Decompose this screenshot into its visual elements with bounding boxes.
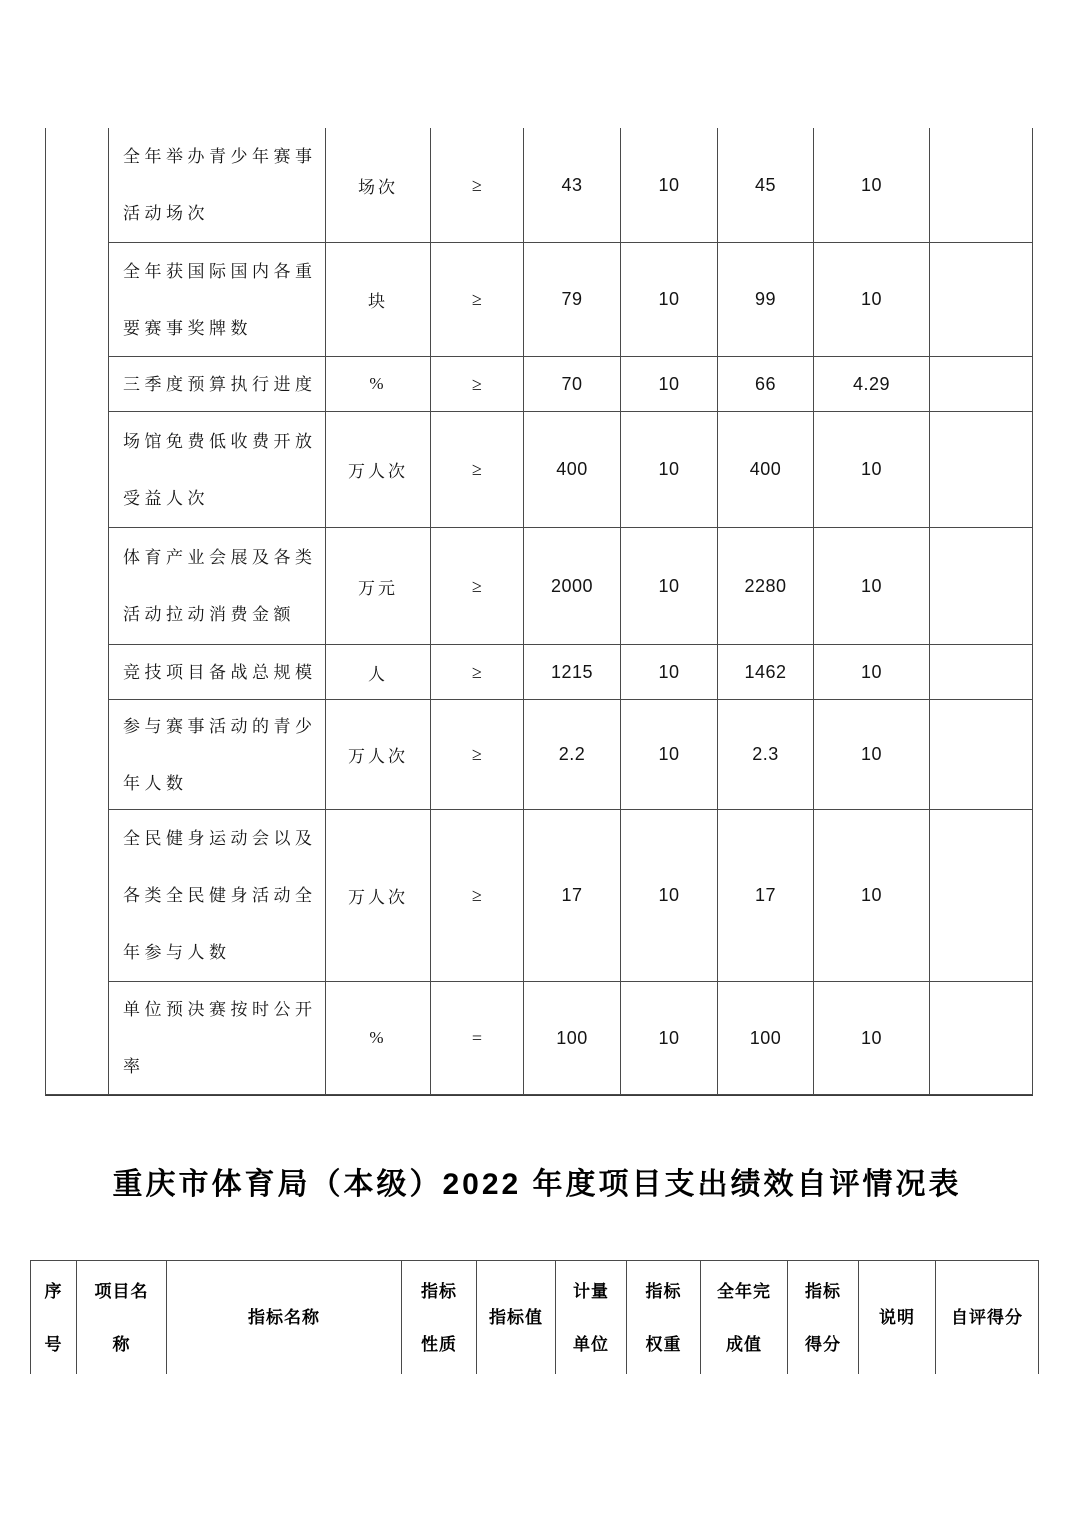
nature-cell: ≥ (431, 645, 524, 700)
score-cell: 4.29 (814, 357, 930, 412)
note-cell (930, 700, 1033, 810)
completion-value-cell: 45 (718, 128, 814, 243)
indicator-name-line: 体育产业会展及各类 (123, 548, 317, 567)
header-line: 序 (44, 1281, 63, 1301)
completion-value-cell: 99 (718, 243, 814, 357)
header-line: 成值 (726, 1334, 762, 1354)
indicator-name-line: 活动场次 (123, 204, 209, 223)
completion-value-cell: 2.3 (718, 700, 814, 810)
completion-value-cell: 66 (718, 357, 814, 412)
indicator-name-line: 单位预决赛按时公开 (123, 1000, 317, 1019)
note-cell (930, 645, 1033, 700)
score-cell: 10 (814, 128, 930, 243)
nature-cell: = (431, 982, 524, 1095)
indicator-name-line: 竞技项目备战总规模 (123, 662, 317, 682)
score-cell: 10 (814, 528, 930, 645)
header-cell-measure-unit (556, 1261, 627, 1374)
target-value-cell: 17 (524, 810, 621, 982)
weight-cell: 10 (621, 528, 718, 645)
completion-value-cell: 17 (718, 810, 814, 982)
indicator-name-line: 率 (123, 1057, 145, 1076)
indicator-name-cell (109, 243, 326, 357)
target-value-cell: 400 (524, 412, 621, 528)
table-left-spacer-cell (46, 128, 109, 1095)
nature-cell: ≥ (431, 243, 524, 357)
header-line: 全年完 (717, 1281, 771, 1301)
header-line: 自评得分 (951, 1308, 1023, 1327)
header-line: 指标 (805, 1281, 841, 1301)
score-cell: 10 (814, 982, 930, 1095)
unit-cell: 人 (326, 645, 431, 700)
indicator-name-cell (109, 645, 326, 700)
target-value-cell: 70 (524, 357, 621, 412)
indicator-name-line: 受益人次 (123, 488, 209, 508)
score-cell: 10 (814, 645, 930, 700)
indicator-name-line: 全民健身运动会以及 (123, 829, 317, 848)
indicator-name-cell (109, 982, 326, 1095)
unit-cell: 场次 (326, 128, 431, 243)
unit-cell: 万人次 (326, 412, 431, 528)
target-value-cell: 79 (524, 243, 621, 357)
indicator-name-line: 各类全民健身活动全 (123, 886, 317, 905)
weight-cell: 10 (621, 700, 718, 810)
target-value-cell: 43 (524, 128, 621, 243)
score-cell: 10 (814, 810, 930, 982)
completion-value-cell: 100 (718, 982, 814, 1095)
header-line: 权重 (645, 1334, 682, 1354)
unit-cell: 块 (326, 243, 431, 357)
header-cell-indicator-weight (627, 1261, 701, 1374)
completion-value-cell: 2280 (718, 528, 814, 645)
header-cell-indicator-nature (402, 1261, 477, 1374)
indicator-name-cell (109, 700, 326, 810)
unit-cell: 万人次 (326, 810, 431, 982)
weight-cell: 10 (621, 128, 718, 243)
header-cell-indicator-value (477, 1261, 556, 1374)
completion-value-cell: 1462 (718, 645, 814, 700)
weight-cell: 10 (621, 357, 718, 412)
weight-cell: 10 (621, 810, 718, 982)
header-line: 号 (44, 1334, 63, 1354)
header-line: 说明 (879, 1308, 915, 1327)
header-cell-indicator-score (788, 1261, 859, 1374)
target-value-cell: 1215 (524, 645, 621, 700)
completion-value-cell: 400 (718, 412, 814, 528)
header-line: 项目名 (94, 1281, 149, 1301)
note-cell (930, 412, 1033, 528)
indicator-name-cell (109, 528, 326, 645)
indicator-name-line: 年参与人数 (123, 943, 231, 962)
target-value-cell: 2000 (524, 528, 621, 645)
nature-cell: ≥ (431, 528, 524, 645)
header-line: 指标值 (489, 1308, 543, 1327)
unit-cell: % (326, 357, 431, 412)
indicator-name-cell (109, 357, 326, 412)
indicator-name-line: 参与赛事活动的青少 (123, 716, 317, 736)
header-line: 指标名称 (248, 1308, 320, 1327)
header-cell-note (859, 1261, 936, 1374)
score-cell: 10 (814, 700, 930, 810)
indicator-name-cell (109, 128, 326, 243)
header-cell-self-eval-score (936, 1261, 1039, 1374)
note-cell (930, 528, 1033, 645)
weight-cell: 10 (621, 645, 718, 700)
note-cell (930, 810, 1033, 982)
indicator-name-line: 年人数 (123, 773, 188, 793)
note-cell (930, 357, 1033, 412)
header-line: 得分 (805, 1334, 841, 1354)
target-value-cell: 2.2 (524, 700, 621, 810)
header-cell-seq-no (31, 1261, 77, 1374)
score-cell: 10 (814, 243, 930, 357)
indicator-name-line: 场馆免费低收费开放 (123, 431, 317, 451)
score-cell: 10 (814, 412, 930, 528)
nature-cell: ≥ (431, 810, 524, 982)
indicator-name-line: 全年获国际国内各重 (123, 261, 317, 281)
note-cell (930, 982, 1033, 1095)
page-title: 重庆市体育局（本级）2022 年度项目支出绩效自评情况表 (112, 1168, 962, 1201)
note-cell (930, 128, 1033, 243)
unit-cell: 万元 (326, 528, 431, 645)
header-cell-project-name (77, 1261, 167, 1374)
note-cell (930, 243, 1033, 357)
nature-cell: ≥ (431, 357, 524, 412)
unit-cell: % (326, 982, 431, 1095)
indicator-name-line: 要赛事奖牌数 (123, 318, 252, 338)
header-line: 单位 (573, 1334, 609, 1354)
indicator-name-line: 全年举办青少年赛事 (123, 147, 317, 166)
weight-cell: 10 (621, 982, 718, 1095)
unit-cell: 万人次 (326, 700, 431, 810)
self-evaluation-table-header-row (30, 1260, 1039, 1374)
header-line: 指标 (421, 1281, 457, 1301)
indicator-name-line: 活动拉动消费金额 (123, 605, 295, 624)
header-line: 称 (112, 1334, 131, 1354)
weight-cell: 10 (621, 243, 718, 357)
target-value-cell: 100 (524, 982, 621, 1095)
header-line: 性质 (421, 1334, 457, 1354)
indicator-name-cell (109, 810, 326, 982)
nature-cell: ≥ (431, 700, 524, 810)
indicator-name-cell (109, 412, 326, 528)
header-line: 指标 (645, 1281, 682, 1301)
performance-indicators-table (45, 128, 1033, 1096)
header-cell-indicator-name (167, 1261, 402, 1374)
nature-cell: ≥ (431, 412, 524, 528)
nature-cell: ≥ (431, 128, 524, 243)
weight-cell: 10 (621, 412, 718, 528)
header-line: 计量 (573, 1281, 609, 1301)
indicator-name-line: 三季度预算执行进度 (123, 374, 317, 394)
header-cell-annual-completion (701, 1261, 788, 1374)
